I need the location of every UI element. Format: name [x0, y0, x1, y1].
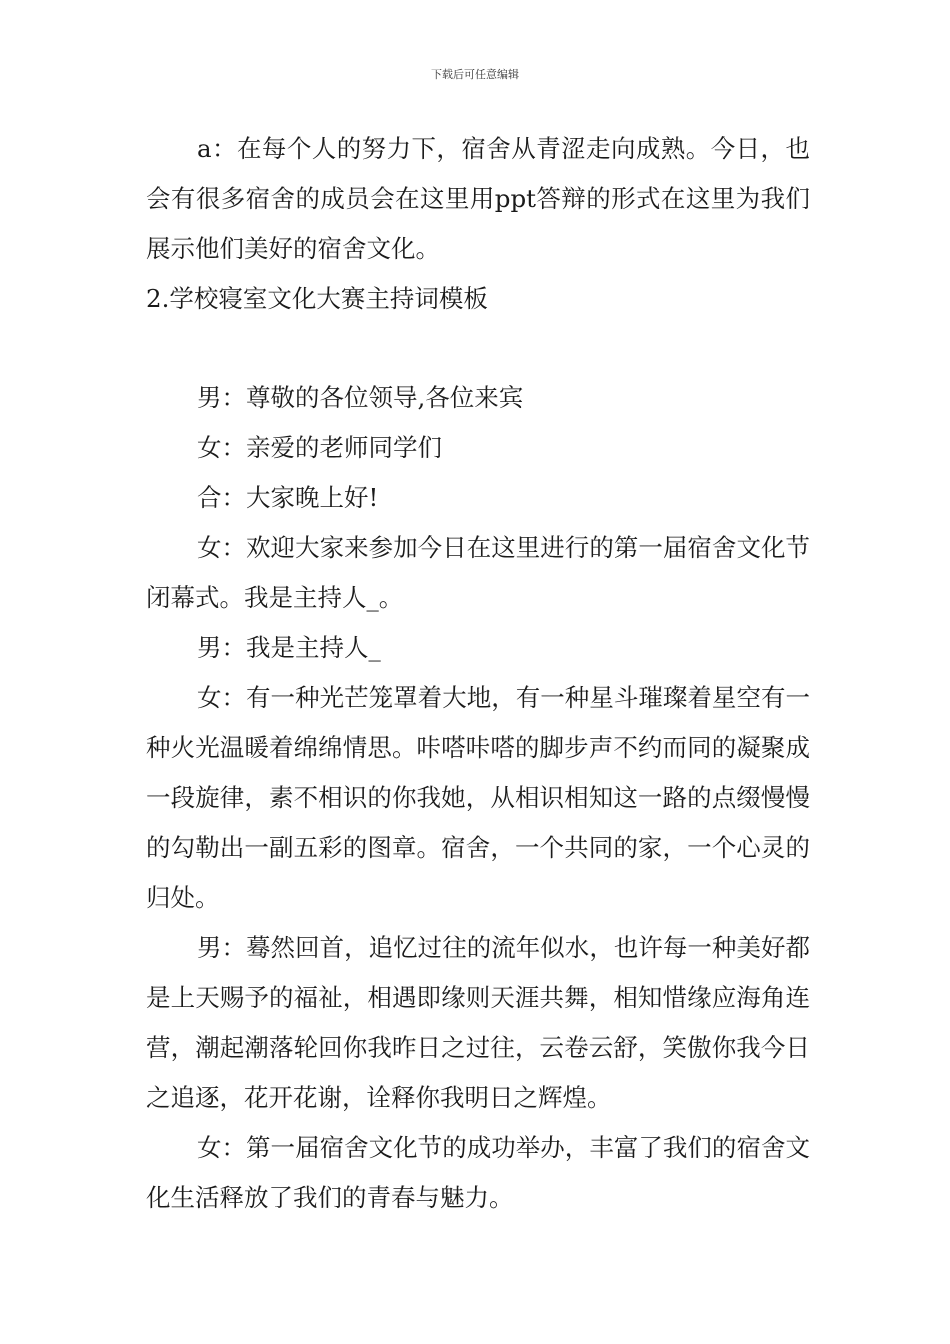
section-title: 2.学校寝室文化大赛主持词模板: [146, 284, 488, 313]
page-header-note: 下载后可任意编辑: [431, 68, 519, 81]
paragraph-together-greeting: 合：大家晚上好!: [197, 483, 379, 512]
paragraph-male-recall: 男：蓦然回首，追忆过往的流年似水，也许每一种美好都是上天赐予的福祉，相遇即缘则天涯共舞，相知惜缘应海角连营，潮起潮落轮回你我昨日之过往，云卷云舒，笑傲你我今日之追逐，花开花谢，诠释你我明日之辉煌。: [146, 933, 810, 1112]
paragraph-male-greeting: 男：尊敬的各位领导,各位来宾: [197, 383, 524, 412]
paragraph-female-light: 女：有一种光芒笼罩着大地，有一种星斗璀璨着星空有一种火光温暖着绵绵情思。咔嗒咔嗒的脚步声不约而同的凝聚成一段旋律，素不相识的你我她，从相识相知这一路的点缀慢慢的勾勒出一副五彩的图章。宿舍，一个共同的家，一个心灵的归处。: [146, 683, 810, 912]
paragraph-female-welcome: 女：欢迎大家来参加今日在这里进行的第一届宿舍文化节闭幕式。我是主持人_。: [146, 533, 810, 612]
paragraph-female-success: 女：第一届宿舍文化节的成功举办，丰富了我们的宿舍文化生活释放了我们的青春与魅力。: [146, 1133, 810, 1212]
paragraph-female-greeting: 女：亲爱的老师同学们: [197, 433, 442, 462]
paragraph-intro: a：在每个人的努力下，宿舍从青涩走向成熟。今日，也会有很多宿舍的成员会在这里用ppt答辩的形式在这里为我们展示他们美好的宿舍文化。: [146, 134, 810, 263]
section-spacer: [146, 324, 810, 373]
document-body: [146, 124, 810, 1223]
paragraph-male-host: 男：我是主持人_: [197, 633, 381, 662]
